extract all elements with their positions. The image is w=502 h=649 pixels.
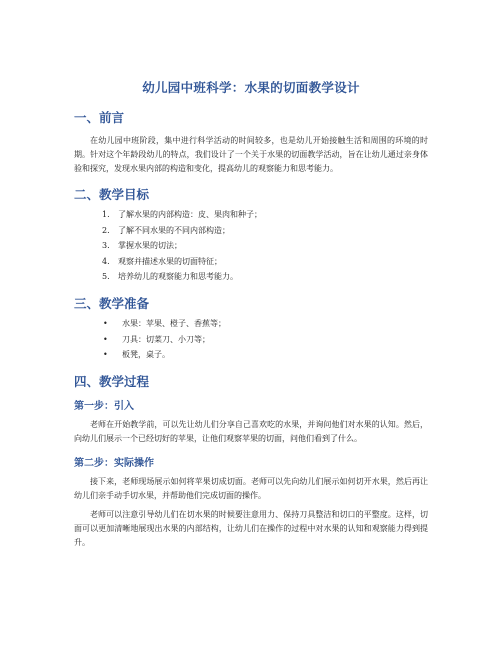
- bullet-icon: •: [103, 318, 108, 328]
- list-item: 2. 了解不同水果的不同内部构造；: [102, 225, 230, 235]
- section-heading-goals: 二、教学目标: [74, 187, 150, 202]
- bullet-icon: •: [103, 350, 108, 360]
- step-heading-introduction: 第一步：引入: [74, 400, 134, 412]
- practice-paragraph-2: 老师可以注意引导幼儿们在切水果的时候要注意用力、保持刀具整洁和切口的平整度。这样，切面可以更加清晰地展现出水果的内部结构，让幼儿们在操作的过程中对水果的认知和观察能力得到提升。: [74, 509, 428, 547]
- list-item: 5. 培养幼儿的观察能力和思考能力。: [102, 272, 238, 282]
- step-heading-practice: 第二步：实际操作: [74, 457, 154, 469]
- document-title: 幼儿园中班科学：水果的切面教学设计: [142, 80, 360, 95]
- list-item: 3. 掌握水果的切法；: [102, 241, 182, 251]
- section-heading-preface: 一、前言: [74, 110, 125, 125]
- goals-list: [74, 207, 428, 285]
- preface-paragraph: 在幼儿园中班阶段，集中进行科学活动的时间较多，也是幼儿开始接触生活和周围的环境的时期。针对这个年龄段幼儿的特点，我们设计了一个关于水果的切面教学活动，旨在让幼儿通过亲身体验和探究，发现水果内部的构造和变化，提高幼儿的观察能力和思考能力。: [74, 136, 428, 173]
- list-item: • 刀具：切菜刀、小刀等；: [74, 332, 428, 348]
- list-item: 1. 了解水果的内部构造：皮、果肉和种子；: [102, 210, 262, 219]
- bullet-icon: •: [103, 334, 108, 344]
- introduction-paragraph: 老师在开始教学前，可以先让幼儿们分享自己喜欢吃的水果，并询问他们对水果的认知。然后，向幼儿们展示一个已经切好的苹果，让他们观察苹果的切面，问他们看到了什么。: [74, 419, 428, 443]
- list-item: 4. 观察并描述水果的切面特征；: [102, 256, 222, 266]
- section-heading-preparation: 三、教学准备: [74, 295, 150, 311]
- list-item: • 水果：苹果、橙子、香蕉等；: [74, 316, 428, 332]
- preparation-list: [74, 316, 428, 363]
- practice-paragraph-1: 接下来，老师现场展示如何将苹果切成切面。老师可以先向幼儿们展示如何切开水果，然后再让幼儿们亲手动手切水果，并帮助他们完成切面的操作。: [74, 476, 428, 500]
- section-heading-process: 四、教学过程: [74, 373, 150, 389]
- list-item: • 板凳，桌子。: [74, 347, 428, 363]
